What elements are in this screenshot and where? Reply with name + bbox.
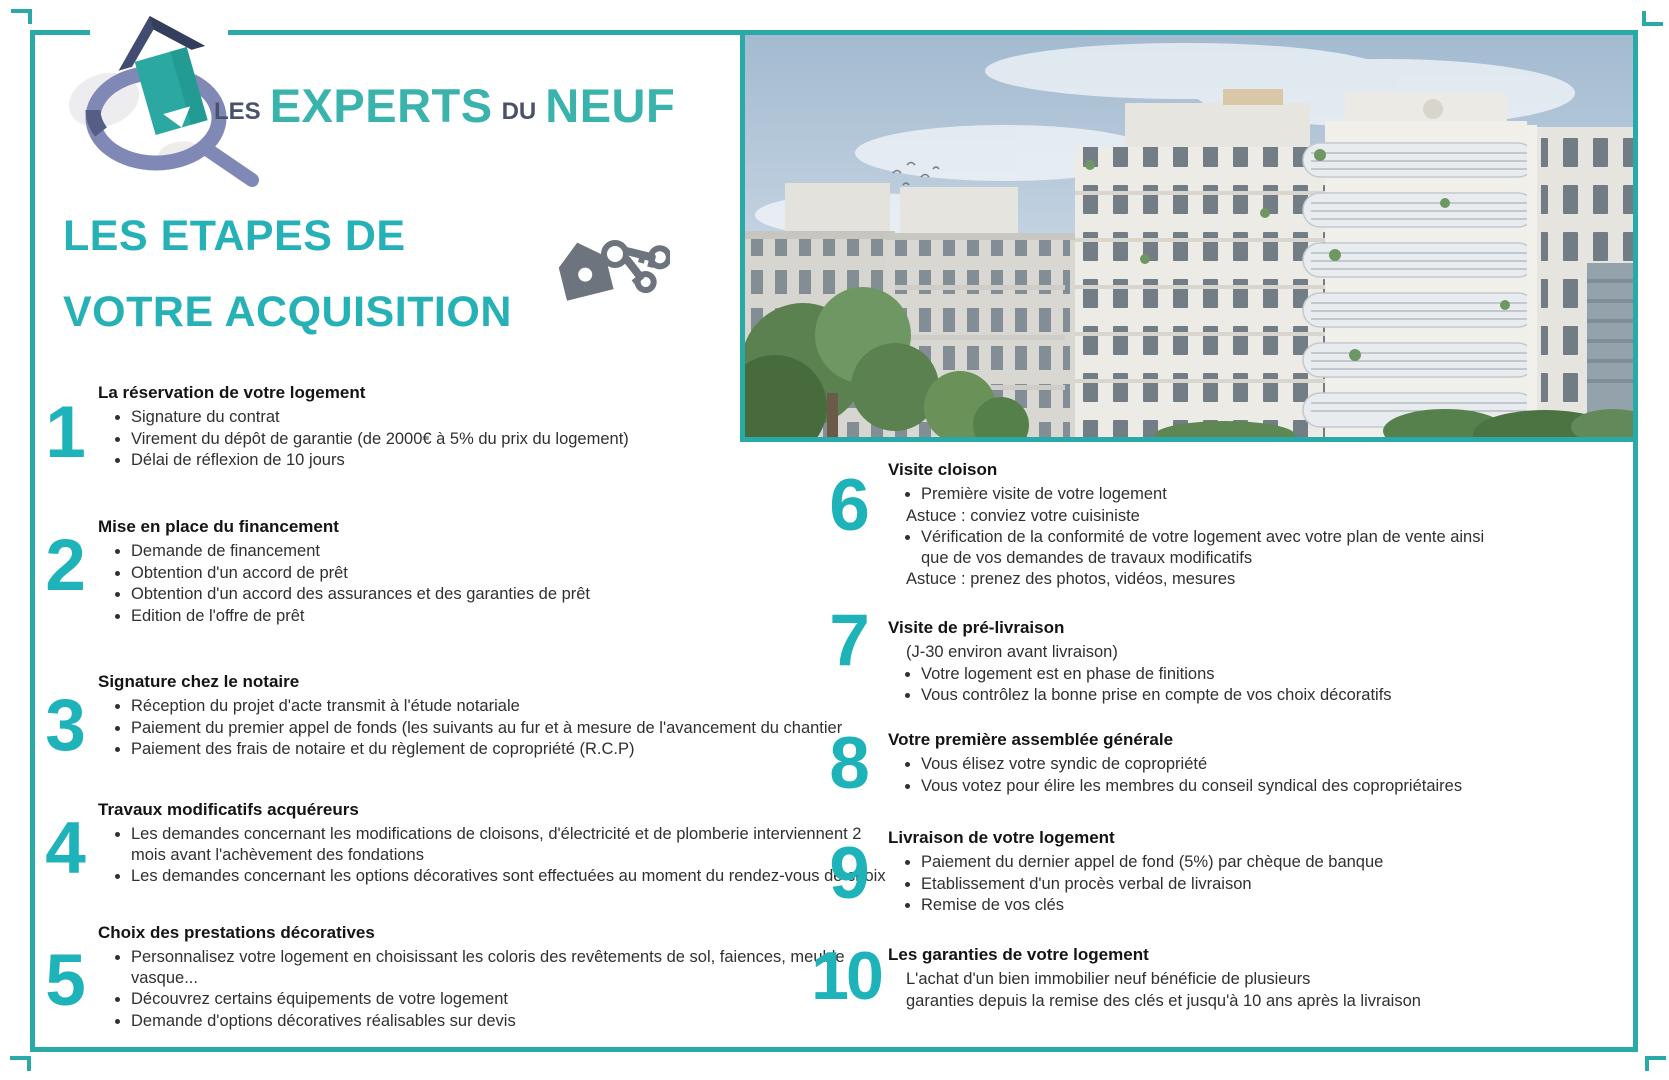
step-8-title: Votre première assemblée générale <box>888 730 1174 749</box>
step-item: • Virement du dépôt de garantie (de 2000€ à 5% du prix du logement) <box>131 429 888 450</box>
step-7 <box>812 600 1512 707</box>
step-5-number: 5 <box>45 940 83 1021</box>
step-4 <box>32 800 888 888</box>
step-6-number: 6 <box>829 465 867 546</box>
step-item: • Réception du projet d'acte transmit à l'étude notariale <box>131 696 888 717</box>
step-item: • Première visite de votre logement <box>921 484 1512 505</box>
step-item: • Votre logement est en phase de finitions <box>921 664 1512 685</box>
step-10 <box>811 938 1512 1014</box>
step-item: • Edition de l'offre de prêt <box>131 606 888 627</box>
step-5 <box>32 923 888 1032</box>
step-9-title: Livraison de votre logement <box>888 828 1115 847</box>
step-5-title: Choix des prestations décoratives <box>98 923 375 942</box>
brand-word-les: LES <box>214 98 261 125</box>
step-3-title: Signature chez le notaire <box>98 672 300 691</box>
step-item: • Les demandes concernant les options décoratives sont effectuées au moment du rendez-vous de choix <box>131 866 888 887</box>
step-item: • Etablissement d'un procès verbal de livraison <box>921 874 1512 895</box>
brand-word-du: DU <box>501 98 537 125</box>
step-item: • Demande d'options décoratives réalisables sur devis <box>131 1011 888 1032</box>
brand-word-neuf: NEUF <box>545 78 676 132</box>
corner-mark-bottom-left <box>10 1056 31 1071</box>
step-4-number: 4 <box>45 808 83 889</box>
step-7-title: Visite de pré-livraison <box>888 618 1065 637</box>
corner-mark-top-right <box>1642 11 1663 26</box>
step-item-note: (J-30 environ avant livraison) <box>906 643 1118 661</box>
step-10-title: Les garanties de votre logement <box>888 945 1149 964</box>
step-item: • Paiement du premier appel de fonds (les suivants au fur et à mesure de l'avancement du chantier <box>131 718 888 739</box>
step-item: • Obtention d'un accord de prêt <box>131 563 888 584</box>
step-item: • Paiement des frais de notaire et du règlement de copropriété (R.C.P) <box>131 739 888 760</box>
brand-wordmark <box>214 78 676 132</box>
step-item: • Personnalisez votre logement en choisissant les coloris des revêtements de sol, faiences, meuble vasque... <box>131 947 888 988</box>
step-9-number: 9 <box>829 833 867 914</box>
step-item: • Vous élisez votre syndic de copropriété <box>921 754 1512 775</box>
step-item: • Demande de financement <box>131 541 888 562</box>
corner-mark-top-left <box>11 9 32 24</box>
step-3 <box>32 672 888 766</box>
page-title-line2: VOTRE ACQUISITION <box>63 288 512 336</box>
step-2-title: Mise en place du financement <box>98 517 339 536</box>
step-6 <box>812 460 1512 591</box>
step-2-number: 2 <box>45 525 83 606</box>
step-6-title: Visite cloison <box>888 460 998 479</box>
step-item: • Obtention d'un accord des assurances et des garanties de prêt <box>131 584 888 605</box>
step-item: • Paiement du dernier appel de fond (5%) par chèque de banque <box>921 852 1512 873</box>
step-8-number: 8 <box>829 723 867 804</box>
step-item-tip: Astuce : prenez des photos, vidéos, mesures <box>906 570 1236 588</box>
step-item: • Les demandes concernant les modifications de cloisons, d'électricité et de plomberie interviennent 2 mois avant l'achèvement des fondations <box>131 824 888 865</box>
step-item: • Délai de réflexion de 10 jours <box>131 450 888 471</box>
step-item-note: L'achat d'un bien immobilier neuf bénéficie de plusieurs <box>906 970 1311 988</box>
step-item-note: garanties depuis la remise des clés et jusqu'à 10 ans après la livraison <box>906 991 1421 1010</box>
building-render <box>745 35 1633 437</box>
step-item: • Signature du contrat <box>131 407 888 428</box>
step-10-number: 10 <box>811 938 881 1014</box>
step-item: • Vérification de la conformité de votre logement avec votre plan de vente ainsi que de vos demandes de travaux modificatifs <box>921 527 1512 568</box>
house-keys-icon <box>552 218 670 314</box>
brand-word-experts: EXPERTS <box>269 78 493 132</box>
step-1-title: La réservation de votre logement <box>98 383 366 402</box>
step-1 <box>32 383 888 472</box>
step-7-number: 7 <box>829 600 867 681</box>
step-item: • Vous contrôlez la bonne prise en compte de vos choix décoratifs <box>921 685 1512 706</box>
step-item-tip: Astuce : conviez votre cuisiniste <box>906 506 1140 525</box>
step-8 <box>812 723 1512 804</box>
step-item: • Vous votez pour élire les membres du conseil syndical des copropriétaires <box>921 776 1512 797</box>
building-photo <box>740 30 1638 442</box>
step-2 <box>32 517 888 627</box>
step-item: • Remise de vos clés <box>921 895 1512 916</box>
corner-mark-bottom-right <box>1645 1056 1666 1071</box>
step-3-number: 3 <box>45 685 83 766</box>
step-9 <box>812 828 1512 917</box>
page-title <box>63 198 512 350</box>
step-1-number: 1 <box>45 392 83 473</box>
step-4-title: Travaux modificatifs acquéreurs <box>98 800 359 819</box>
step-item: • Découvrez certains équipements de votre logement <box>131 989 888 1010</box>
page-title-line1: LES ETAPES DE <box>63 212 406 260</box>
